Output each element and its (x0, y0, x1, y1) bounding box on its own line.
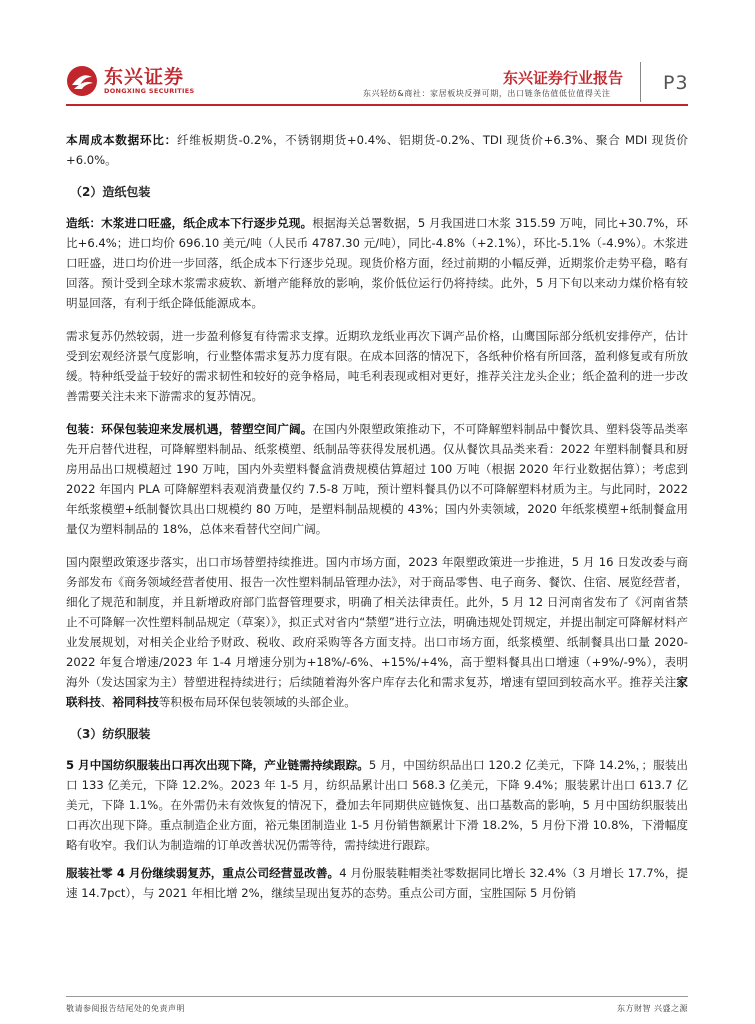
document-body (66, 130, 688, 903)
textile-paragraph-2 (66, 863, 688, 903)
packaging-lead: 包装：环保包装迎来发展机遇，替塑空间广阔。 (66, 422, 313, 436)
cost-summary-label: 本周成本数据环比： (66, 133, 177, 147)
paper-text-2: 需求复苏仍然较弱，进一步盈利修复有待需求支撑。近期玖龙纸业再次下调产品价格，山鹰国际部分纸机安排停产，估计受到宏观经济景气度影响，行业整体需求复苏力度有限。在成本回落的情况下，各纸种价格有所回落，盈利修复或有所放缓。特种纸受益于较好的需求韧性和较好的竞争格局，吨毛利表现或相对更好，推荐关注龙头企业；纸企盈利的进一步改善需要关注未来下游需求的复苏情况。 (66, 329, 688, 403)
cost-summary-paragraph (66, 130, 688, 170)
page-number: P3 (663, 72, 689, 94)
page-header (0, 0, 755, 110)
footer-rule (66, 996, 688, 997)
cost-summary-text: 纤维板期货-0.2%，不锈钢期货+0.4%、铝期货-0.2%、TDI 现货价+6.3%、聚合 MDI 现货价+6.0%。 (66, 133, 688, 167)
header-divider (640, 62, 641, 102)
report-subtitle: 东兴轻纺&商社：家居板块反弹可期，出口链条估值低位值得关注 (363, 89, 611, 98)
section-heading-paper: （2）造纸包装 (70, 185, 151, 199)
company-name-jialian: 家联科技 (66, 675, 688, 709)
textile-lead: 5 月中国纺织服装出口再次出现下降，产业链需持续跟踪。 (66, 758, 369, 772)
packaging-paragraph-2 (66, 552, 688, 712)
packaging-text-2a: 国内限塑政策逐步落实，出口市场替塑持续推进。国内市场方面，2023 年限塑政策进一步推进，5 月 16 日发改委与商务部发布《商务领域经营者使用、报告一次性塑料制品管理办法》，对于商品零售、电子商务、餐饮、住宿、展览经营者，细化了规范和制度，并且新增政府部门监督管理要求，明确了相关法律责任。此外，5 月 12 日河南省发布了《河南省禁止不可降解一次性塑料制品规定（草案）》，拟正式对省内“禁塑”进行立法，明确违规处罚规定，并提出制定可降解材料产业发展规划，对相关企业给予财政、税收、政府采购等各方面支持。出口市场方面，纸浆模塑、纸制餐具出口量 2020-2022 年复合增速/2023 年 1-4 月增速分别为+18%/-6%、+15%/+4%，高于塑料餐具出口增速（+9%/-9%），表明海外（发达国家为主）替塑进程持续进行；后续随着海外客户库存去化和需求复苏，增速有望回到较高水平。推荐关注 (66, 555, 688, 689)
company-logo (66, 62, 195, 102)
packaging-paragraph-1 (66, 419, 688, 539)
header-rule (66, 104, 688, 106)
footer-disclaimer: 敬请参阅报告结尾处的免责声明 (66, 1004, 185, 1013)
apparel-lead: 服装社零 4 月份继续弱复苏，重点公司经营显改善。 (66, 866, 340, 880)
paper-text-1: 根据海关总署数据，5 月我国进口木浆 315.59 万吨，同比+30.7%，环比+6.4%；进口均价 696.10 美元/吨（人民币 4787.30 元/吨），同比-4.8%（+2.1%），环比-5.1%（-4.9%）。木浆进口旺盛，进口均价进一步回落，纸企成本下行逐步兑现。现货价格方面，经过前期的小幅反弹，近期浆价走势平稳，略有回落。预计受到全球木浆需求疲软、新增产能释放的影响，浆价低位运行仍将持续。此外，5 月下旬以来动力煤价格有较明显回落，有利于纸企降低能源成本。 (66, 216, 688, 310)
paper-paragraph-1 (66, 213, 688, 313)
packaging-text-1: 在国内外限塑政策推动下，不可降解塑料制品中餐饮具、塑料袋等品类率先开启替代进程，可降解塑料制品、纸浆模塑、纸制品等获得发展机遇。仅从餐饮具品类来看：2022 年塑料制餐具和厨房用品出口规模超过 190 万吨，国内外卖塑料餐盒消费规模估算超过 100 万吨（根据 2020 年行业数据估算）；考虑到 2022 年国内 PLA 可降解塑料表观消费量仅约 7.5-8 万吨，预计塑料餐具仍以不可降解塑料材质为主。与此同时，2022 年纸浆模塑+纸制餐饮具出口规模约 80 万吨，是塑料制品规模的 43%；国内外卖领域，2020 年纸浆模塑+纸制餐盒用量仅为塑料制品的 18%，总体来看替代空间广阔。 (66, 422, 688, 536)
logo-mark-icon (66, 65, 98, 97)
footer-slogan: 东方财智 兴盛之源 (616, 1004, 688, 1013)
paper-lead: 造纸：木浆进口旺盛，纸企成本下行逐步兑现。 (66, 216, 313, 230)
company-name-yutong: 裕同科技 (112, 695, 159, 709)
textile-paragraph-1 (66, 755, 688, 855)
paper-paragraph-2 (66, 326, 688, 406)
textile-text-2: 4 月份服装鞋帽类社零数据同比增长 32.4%（3 月增长 17.7%，提速 14.7pct），与 2021 年相比增 2%，继续呈现出复苏的态势。重点公司方面，宝胜国际 5 月份销 (66, 866, 688, 900)
report-title: 东兴证券行业报告 (503, 69, 624, 87)
textile-text-1: 5 月，中国纺织品出口 120.2 亿美元，下降 14.2%，；服装出口 133 亿美元，下降 12.2%。2023 年 1-5 月，纺织品累计出口 568.3 亿美元，下降 9.4%；服装累计出口 613.7 亿美元，下降 1.1%。在外需仍未有效恢复的情况下，叠加去年同期供应链恢复、出口基数高的影响，5 月中国纺织服装出口再次出现下降。重点制造企业方面，裕元集团制造业 1-5 月份销售额累计下滑 18.2%，5 月份下滑 10.8%，下滑幅度略有收窄。我们认为制造端的订单改善状况仍需等待，需持续进行跟踪。 (66, 758, 688, 852)
section-heading-textile: （3）纺织服装 (70, 727, 151, 741)
logo-text: 东兴证券 (104, 66, 185, 88)
logo-subtext: DONGXING SECURITIES (104, 87, 195, 95)
separator: 、 (100, 695, 113, 709)
packaging-text-2b: 等积极布局环保包装领域的头部企业。 (158, 695, 356, 709)
